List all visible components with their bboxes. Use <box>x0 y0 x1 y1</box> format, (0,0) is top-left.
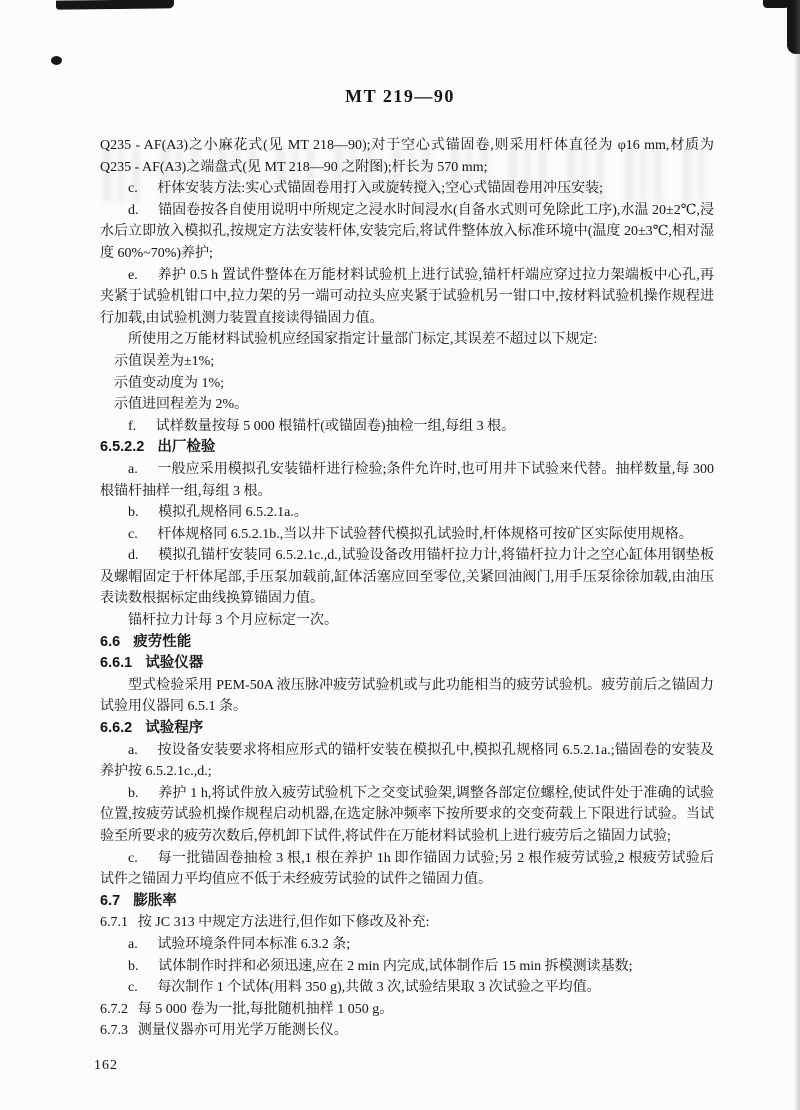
paragraph <box>100 502 714 524</box>
paragraph-text: 试体制作时拌和必须迅速,应在 2 min 内完成,试体制作后 15 min 拆模测读基数; <box>158 958 633 974</box>
paragraph-text: 模拟孔规格同 6.5.2.1a.。 <box>158 505 308 521</box>
item-label: 6.7 <box>100 892 121 909</box>
paragraph <box>100 956 714 978</box>
scan-artifact-top-right <box>787 0 800 54</box>
paragraph-text: 疲劳性能 <box>133 633 192 650</box>
page-number: 162 <box>94 1058 118 1073</box>
item-label: d. <box>128 202 139 218</box>
paragraph <box>100 524 714 546</box>
paragraph <box>100 394 714 416</box>
paragraph-text: 膨胀率 <box>133 892 177 909</box>
paragraph <box>100 265 714 330</box>
item-label: a. <box>128 461 138 477</box>
paragraph-text: Q235 - AF(A3)之小麻花式(见 MT 218—90);对于空心式锚固卷,则采用杆体直径为 φ16 mm,材质为 Q235 - AF(A3)之端盘式(见 MT 218—90 之附图);杆长为 570 mm; <box>100 138 714 175</box>
paragraph-text: 型式检验采用 PEM-50A 液压脉冲疲劳试验机或与此功能相当的疲劳试验机。疲劳前后之锚固力试验用仪器同 6.5.1 条。 <box>100 677 714 715</box>
item-label: c. <box>128 181 138 197</box>
paragraph <box>100 610 714 632</box>
paragraph-text: 示值进回程差为 2%。 <box>114 397 249 413</box>
section-heading <box>100 891 714 913</box>
item-label: 6.7.1 <box>100 915 128 931</box>
paragraph <box>100 977 714 999</box>
paragraph-text: 每一批锚固卷抽检 3 根,1 根在养护 1h 即作锚固力试验;另 2 根作疲劳试验,2 根疲劳试验后试件之锚固力平均值应不低于未经疲劳试验的试件之锚固力值。 <box>100 850 714 888</box>
paragraph <box>100 848 714 891</box>
item-label: c. <box>128 850 138 866</box>
scan-artifact-ink-dot <box>51 56 62 65</box>
item-label: 6.6 <box>100 633 121 650</box>
item-label: c. <box>128 980 138 996</box>
paragraph <box>100 459 714 502</box>
paragraph <box>100 999 714 1021</box>
section-heading <box>100 632 714 654</box>
paragraph-text: 锚杆拉力计每 3 个月应标定一次。 <box>128 613 338 629</box>
paragraph-text: 试验环境条件同本标准 6.3.2 条; <box>157 936 351 952</box>
paragraph-text: 按 JC 313 中规定方法进行,但作如下修改及补充: <box>137 915 430 931</box>
paragraph-text: 试验程序 <box>145 720 204 737</box>
paragraph <box>100 329 714 351</box>
paragraph-text: 一般应采用模拟孔安装锚杆进行检验;条件允许时,也可用井下试验来代替。抽样数量,每 300 根锚杆抽样一组,每组 3 根。 <box>100 461 714 499</box>
paragraph-text: 每次制作 1 个试体(用料 350 g),共做 3 次,试验结果取 3 次试验之平均值。 <box>157 980 601 996</box>
scan-edge-shadow <box>794 0 800 1110</box>
item-label: 6.7.2 <box>100 1001 128 1017</box>
paragraph <box>100 545 714 610</box>
paragraph-text: 养护 1 h,将试件放入疲劳试验机下之交变试验架,调整各部定位螺栓,使试件处于准确的试验位置,按疲劳试验机操作规程启动机器,在选定脉冲频率下按所要求的交变荷载上下限进行试验。当试验至所要求的疲劳次数后,停机卸下试件,将试件在万能材料试验机上进行疲劳后之锚固力试验; <box>100 785 714 844</box>
item-label: 6.5.2.2 <box>100 439 145 456</box>
item-label: 6.6.2 <box>100 720 133 737</box>
item-label: e. <box>128 267 138 283</box>
paragraph-text: 杆体安装方法:实心式锚固卷用打入或旋转搅入;空心式锚固卷用冲压安装; <box>157 181 603 197</box>
item-label: f. <box>128 418 137 434</box>
paragraph <box>100 675 714 718</box>
paragraph <box>100 934 714 956</box>
paragraph <box>100 1020 714 1042</box>
paragraph-text: 示值变动度为 1%; <box>114 375 225 391</box>
paragraph-text: 杆体规格同 6.5.2.1b.,当以井下试验替代模拟孔试验时,杆体规格可按矿区实际使用规格。 <box>157 526 693 542</box>
paragraph-text: 每 5 000 卷为一批,每批随机抽样 1 050 g。 <box>137 1001 394 1017</box>
paragraph-text: 模拟孔锚杆安装同 6.5.2.1c.,d.,试验设备改用锚杆拉力计,将锚杆拉力计之空心缸体用钢垫板及螺帽固定于杆体尾部,手压泵加载前,缸体活塞应回至零位,关紧回油阀门,用手压泵徐徐加载,由油压表读数根据标定曲线换算锚固力值。 <box>100 548 714 607</box>
paragraph <box>100 135 714 178</box>
section-heading <box>100 653 714 675</box>
scan-artifact-top-left <box>56 0 174 10</box>
paragraph <box>100 416 714 438</box>
paragraph <box>100 373 714 395</box>
paragraph-text: 养护 0.5 h 置试件整体在万能材料试验机上进行试验,锚杆杆端应穿过拉力架端板中心孔,再夹紧于试验机钳口中,拉力架的另一端可动拉头应夹紧于试验机另一钳口中,按材料试验机操作规程进行加载,由试验机测力装置直接读得锚固力值。 <box>100 267 714 326</box>
item-label: 6.6.1 <box>100 655 133 672</box>
paragraph-text: 试样数量按每 5 000 根锚杆(或锚固卷)抽检一组,每组 3 根。 <box>155 418 516 434</box>
item-label: b. <box>128 785 139 801</box>
item-label: c. <box>128 526 138 542</box>
paragraph <box>100 200 714 265</box>
section-heading <box>100 718 714 740</box>
paragraph-text: 按设备安装要求将相应形式的锚杆安装在模拟孔中,模拟孔规格同 6.5.2.1a.;锚固卷的安装及养护按 6.5.2.1c.,d.; <box>100 742 714 780</box>
paragraph-text: 出厂检验 <box>157 439 216 456</box>
paragraph <box>100 178 714 200</box>
paragraph-text: 所使用之万能材料试验机应经国家指定计量部门标定,其误差不超过以下规定: <box>128 332 598 348</box>
document-code-header: MT 219—90 <box>345 86 455 106</box>
item-label: 6.7.3 <box>100 1023 128 1039</box>
paragraph-text: 测量仪器亦可用光学万能测长仪。 <box>137 1023 348 1039</box>
paragraph-text: 锚固卷按各自使用说明中所规定之浸水时间浸水(自备水式则可免除此工序),水温 20±2℃,浸水后立即放入模拟孔,按规定方法安装杆体,安装完后,将试件整体放入标准环境中(温度 20±3℃,相对湿度 60%~70%)养护; <box>100 202 714 261</box>
item-label: b. <box>128 505 139 521</box>
paragraph <box>100 351 714 373</box>
item-label: a. <box>128 742 138 758</box>
scan-artifact-top-right-bar <box>763 0 789 8</box>
item-label: d. <box>128 548 139 564</box>
item-label: b. <box>128 958 139 974</box>
paragraph <box>100 740 714 783</box>
paragraph-text: 试验仪器 <box>145 655 204 672</box>
paragraph-text: 示值误差为±1%; <box>114 353 215 369</box>
item-label: a. <box>128 936 138 952</box>
paragraph <box>100 912 714 934</box>
paragraph <box>100 783 714 848</box>
section-heading <box>100 437 714 459</box>
document-body <box>100 135 714 1042</box>
